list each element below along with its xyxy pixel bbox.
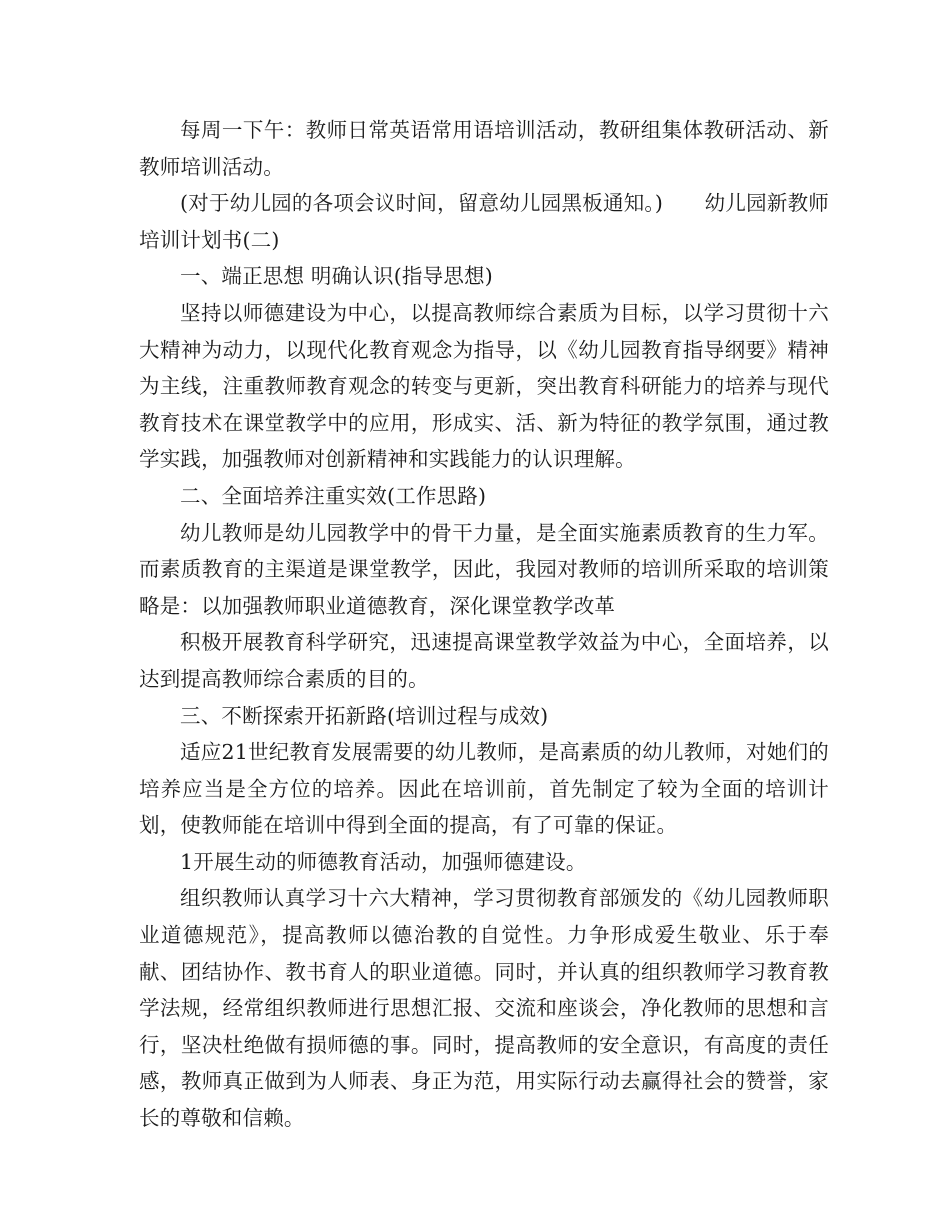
heading-ethics-activities: 1开展生动的师德教育活动，加强师德建设。 xyxy=(180,849,587,874)
paragraph-ethics-activities: 组织教师认真学习十六大精神，学习贯彻教育部颁发的《幼儿园教师职业道德规范》，提高教师以德治教的自觉性。力争形成爱生敬业、乐于奉献、团结协作、教书育人的职业道德。同时，并认真的组织教师学习教育教学法规，经常组织教师进行思想汇报、交流和座谈会，净化教师的思想和言行，坚决杜绝做有损师德的事。同时，提高教师的安全意识，有高度的责任感，教师真正做到为人师表、身正为范，用实际行动去赢得社会的赞誉，家长的尊敬和信赖。 xyxy=(139,886,829,1131)
paragraph-work-approach-continued: 积极开展教育科学研究，迅速提高课堂教学效益为中心，全面培养，以达到提高教师综合素质的目的。 xyxy=(139,630,829,691)
paragraph-meeting-notice: (对于幼儿园的各项会议时间，留意幼儿园黑板通知。) 幼儿园新教师培训计划书(二) xyxy=(139,191,829,252)
document-body xyxy=(139,112,829,1137)
paragraph-weekly-schedule: 每周一下午：教师日常英语常用语培训活动，教研组集体教研活动、新教师培训活动。 xyxy=(139,118,829,179)
paragraph-training-process: 适应21世纪教育发展需要的幼儿教师，是高素质的幼儿教师，对她们的培养应当是全方位的培养。因此在培训前，首先制定了较为全面的培训计划，使教师能在培训中得到全面的提高，有了可靠的保证。 xyxy=(139,740,829,838)
paragraph-guiding-ideology: 坚持以师德建设为中心，以提高教师综合素质为目标，以学习贯彻十六大精神为动力，以现代化教育观念为指导，以《幼儿园教育指导纲要》精神为主线，注重教师教育观念的转变与更新，突出教育科研能力的培养与现代教育技术在课堂教学中的应用，形成实、活、新为特征的教学氛围，通过教学实践，加强教师对创新精神和实践能力的认识理解。 xyxy=(139,300,829,472)
heading-training-process: 三、不断探索开拓新路(培训过程与成效) xyxy=(180,703,549,728)
heading-guiding-ideology: 一、端正思想 明确认识(指导思想) xyxy=(180,264,493,289)
paragraph-work-approach: 幼儿教师是幼儿园教学中的骨干力量，是全面实施素质教育的生力军。而素质教育的主渠道是课堂教学，因此，我园对教师的培训所采取的培训策略是：以加强教师职业道德教育，深化课堂教学改革 xyxy=(139,520,829,618)
heading-work-approach: 二、全面培养注重实效(工作思路) xyxy=(180,483,487,508)
